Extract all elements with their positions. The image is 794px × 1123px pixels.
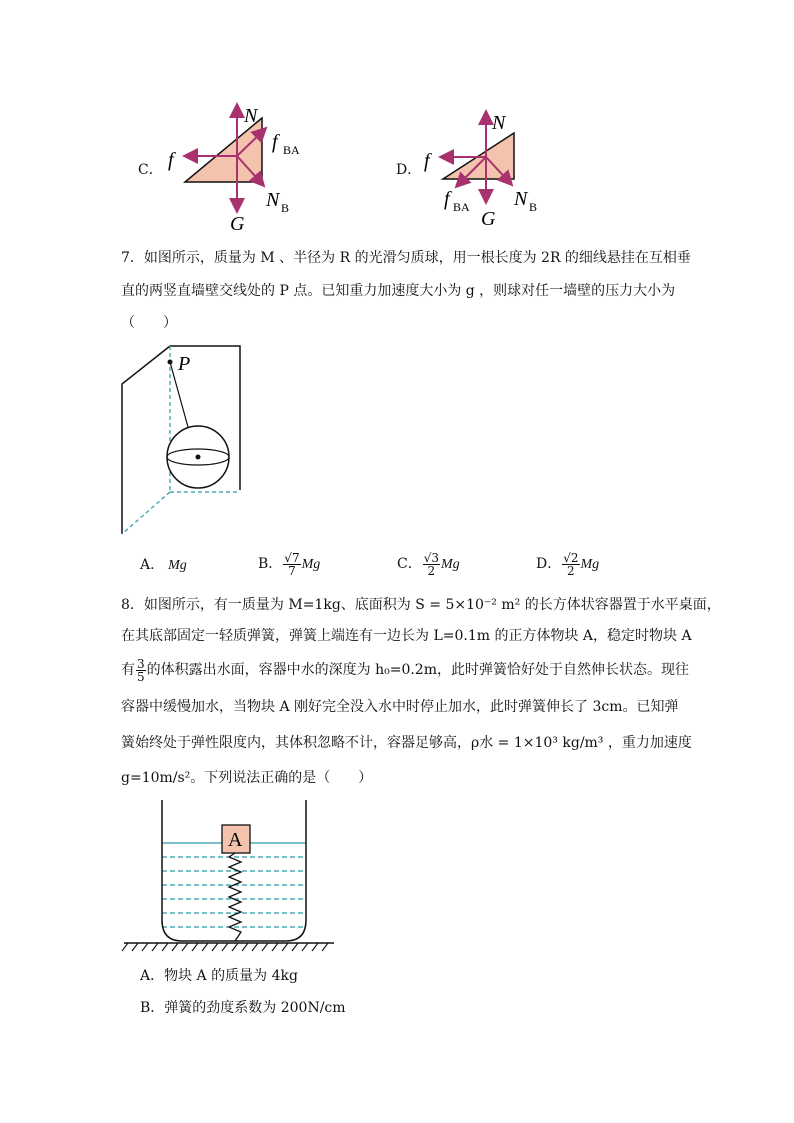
label-nb: N bbox=[514, 188, 528, 210]
q7-option-a[interactable]: A． Mg bbox=[140, 557, 187, 573]
block-a-label: A bbox=[228, 829, 243, 851]
option-c-label: C． bbox=[138, 162, 163, 178]
option-d-label: D． bbox=[396, 162, 422, 178]
label-g: G bbox=[481, 208, 496, 230]
q7-option-b[interactable]: B． $\frac{√7}{7}$ Mg bbox=[258, 550, 321, 578]
label-fba-sub: BA bbox=[453, 200, 470, 214]
q8-option-a[interactable]: A．物块 A 的质量为 4kg bbox=[140, 968, 298, 984]
point-p-label: P bbox=[178, 353, 191, 375]
q7-bracket: （ ） bbox=[121, 315, 177, 331]
label-n: N bbox=[492, 112, 506, 134]
label-f: f bbox=[168, 149, 174, 171]
q8-line-6: g=10m/s²。下列说法正确的是（ ） bbox=[121, 770, 373, 786]
container-spring-diagram bbox=[120, 795, 340, 960]
label-f: f bbox=[424, 150, 430, 172]
label-n: N bbox=[244, 105, 258, 127]
label-fba: f bbox=[444, 188, 450, 210]
q8-line-2: 在其底部固定一轻质弹簧，弹簧上端连有一边长为 L=0.1m 的正方体物块 A，稳定时物块 A bbox=[121, 628, 692, 644]
q8-line-5: 簧始终处于弹性限度内，其体积忽略不计，容器足够高，ρ水 = 1×10³ kg/m³ ，重力加速度 bbox=[121, 735, 692, 751]
label-fba: f bbox=[272, 131, 278, 153]
label-nb-sub: B bbox=[529, 200, 538, 214]
force-diagram-c bbox=[160, 100, 310, 235]
q8-line-4: 容器中缓慢加水，当物块 A 刚好完全没入水中时停止加水，此时弹簧伸长了 3cm。已知弹 bbox=[121, 699, 679, 715]
label-nb-sub: B bbox=[281, 201, 290, 215]
q7-option-c[interactable]: C． $\frac{√3}{2}$ Mg bbox=[397, 550, 460, 578]
q7-line-2: 直的两竖直墙壁交线处的 P 点。已知重力加速度大小为 g ，则球对任一墙壁的压力大小为 bbox=[121, 283, 676, 299]
q7-option-d[interactable]: D． $\frac{√2}{2}$ Mg bbox=[536, 550, 600, 578]
q8-line-1: 8．如图所示，有一质量为 M=1kg、底面积为 S = 5×10⁻² m² 的长方体状容器置于水平桌面， bbox=[121, 597, 721, 613]
q8-line-3: 有 $\frac{3}{5}$ 的体积露出水面，容器中水的深度为 h₀=0.2m，此时弹簧恰好处于自然伸长状态。现往 bbox=[121, 656, 689, 684]
label-nb: N bbox=[266, 189, 280, 211]
q8-option-b[interactable]: B．弹簧的劲度系数为 200N/cm bbox=[140, 1000, 346, 1016]
sphere-wall-diagram bbox=[118, 340, 248, 540]
q7-line-1: 7．如图所示，质量为 M 、半径为 R 的光滑匀质球，用一根长度为 2R 的细线悬挂在互相垂 bbox=[121, 250, 691, 266]
force-diagram-d bbox=[418, 105, 558, 230]
label-fba-sub: BA bbox=[283, 143, 300, 157]
label-g: G bbox=[230, 213, 245, 235]
